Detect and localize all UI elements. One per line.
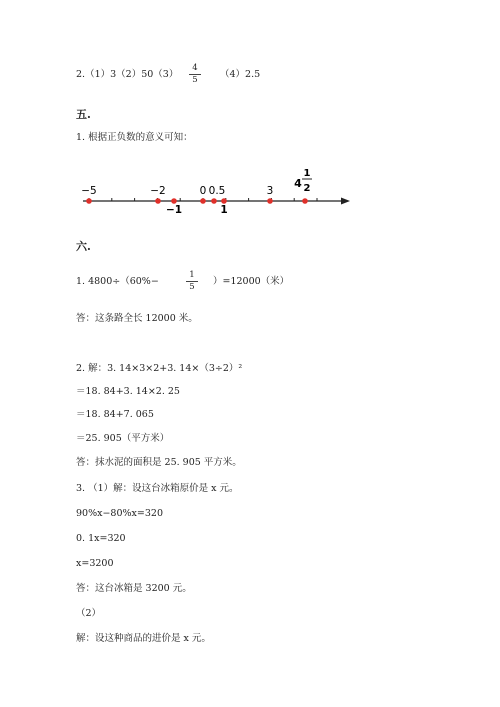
q3-part2-line-1: 解：设这种商品的进价是 x 元。 (76, 633, 211, 644)
q3-line-4: x=3200 (76, 558, 114, 569)
number-line-point (302, 198, 308, 204)
q2-fraction (189, 64, 201, 85)
label-neg1: −1 (165, 204, 183, 216)
q2-answer-part1: 2.（1）3（2）50（3） (76, 69, 179, 80)
label-half: 0.5 (208, 185, 226, 197)
q3-line-3: 0. 1x=320 (76, 533, 126, 544)
label-neg5: −5 (81, 185, 97, 197)
label-mixed-denominator: 2 (303, 183, 311, 194)
number-line-figure (0, 168, 500, 228)
label-neg2: −2 (150, 185, 166, 197)
label-zero: 0 (199, 185, 207, 197)
number-line-point (171, 198, 177, 204)
number-line-point (267, 198, 273, 204)
axis-arrowhead (341, 198, 350, 205)
fraction-numerator: 1 (189, 270, 195, 280)
q2-answer-part2: （4）2.5 (220, 69, 261, 80)
q3-answer: 答：这台冰箱是 3200 元。 (76, 583, 192, 594)
section-5-title: 五. (76, 108, 91, 121)
number-line-point (221, 198, 227, 204)
number-line-point (155, 198, 161, 204)
fraction-denominator: 5 (189, 282, 195, 292)
q3-line-1: 3. （1）解：设这台冰箱原价是 x 元。 (76, 483, 239, 494)
number-line-point (200, 198, 206, 204)
section-6-q1-fraction (186, 271, 198, 292)
q2-solution-line-3: ＝18. 84+7. 065 (76, 409, 154, 420)
number-line-point (86, 198, 92, 204)
q2-solution-line-1: 2. 解：3. 14×3×2+3. 14×（3÷2）² (76, 363, 243, 374)
q2-answer: 答：抹水泥的面积是 25. 905 平方米。 (76, 457, 242, 468)
section-6-q1-part1: 1. 4800÷（60%− (76, 276, 159, 287)
label-three: 3 (266, 185, 274, 197)
label-one: 1 (220, 204, 228, 216)
q2-solution-line-4: ＝25. 905（平方米） (76, 433, 170, 444)
q3-line-2: 90%x−80%x=320 (76, 508, 163, 519)
fraction-numerator: 4 (192, 63, 198, 73)
number-line-point (211, 198, 217, 204)
q3-part2-label: （2） (76, 608, 102, 619)
section-5-q1-text: 1. 根据正负数的意义可知： (76, 132, 193, 143)
fraction-denominator: 5 (192, 75, 198, 85)
section-6-q1-part2: ）=12000（米） (213, 276, 290, 287)
q2-solution-line-2: ＝18. 84+3. 14×2. 25 (76, 386, 180, 397)
label-mixed-numerator: 1 (303, 168, 311, 179)
section-6-q1-answer: 答：这条路全长 12000 米。 (76, 313, 198, 324)
section-6-title: 六. (76, 240, 91, 253)
label-four-whole: 4 (294, 177, 302, 190)
